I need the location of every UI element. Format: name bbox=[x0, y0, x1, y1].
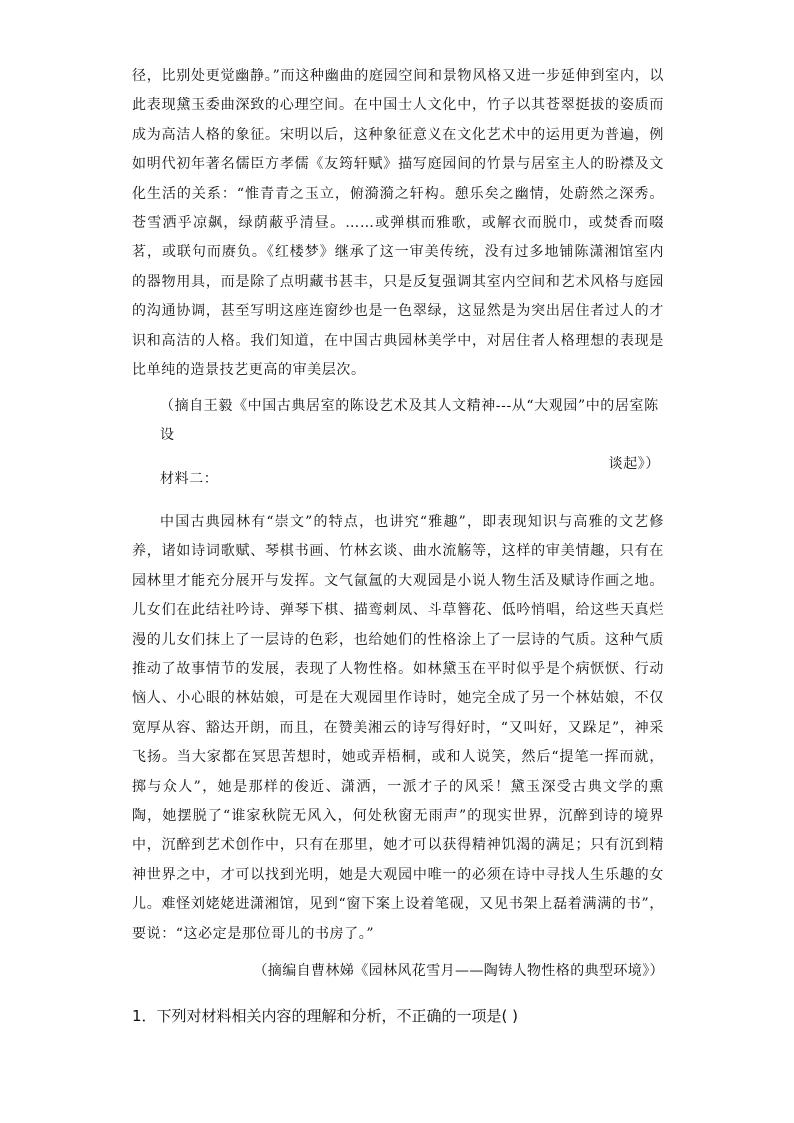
material-two-citation: （摘编自曹林娣《园林风花雪月——陶铸人物性格的典型环境》） bbox=[253, 963, 664, 979]
citation-line-2: 谈起》） bbox=[608, 456, 660, 472]
material-one-citation bbox=[160, 392, 660, 479]
citation-line-1: （摘自王毅《中国古典居室的陈设艺术及其人文精神---从“大观园”中的居室陈设 bbox=[160, 398, 659, 443]
material-two-paragraph: 中国古典园林有“崇文”的特点，也讲究“雅趣”，即表现知识与高雅的文艺修养，诸如诗词歌赋、琴棋书画、竹林玄谈、曲水流觞等，这样的审美情趣，只有在园林里才能充分展开与发挥。文气氤氲的大观园是小说人物生活及赋诗作画之地。儿女们在此结社吟诗、弹琴下棋、描鸾刺凤、斗草簪花、低吟悄唱，给这些天真烂漫的儿女们抹上了一层诗的色彩，也给她们的性格涂上了一层诗的气质。这种气质推动了故事情节的发展，表现了人物性格。如林黛玉在平时似乎是个病恹恹、行动恼人、小心眼的林姑娘，可是在大观园里作诗时，她完全成了另一个林姑娘，不仅宽厚从容、豁达开朗，而且，在赞美湘云的诗写得好时，“又叫好，又跺足”，神采飞扬。当大家都在冥思苦想时，她或弄梧桐，或和人说笑，然后“提笔一挥而就，掷与众人”，她是那样的俊近、潇洒，一派才子的风采！黛玉深受古典文学的熏陶，她摆脱了“谁家秋院无风入，何处秋窗无雨声”的现实世界，沉醉到诗的境界中，沉醉到艺术创作中，只有在那里，她才可以获得精神饥渴的满足；只有沉到精神世界之中，才可以找到光明，她是大观园中唯一的必须在诗中寻找人生乐趣的女儿。难怪刘姥姥进潇湘馆，见到“窗下案上设着笔砚，又见书架上磊着满满的书”，要说：“这必定是那位哥儿的书房了。” bbox=[132, 514, 664, 942]
material-two-heading: 材料二： bbox=[160, 471, 219, 487]
question-1: 1．下列对材料相关内容的理解和分析，不正确的一项是( ) bbox=[132, 1007, 519, 1025]
material-one-paragraph: 径，比别处更觉幽静。”而这种幽曲的庭园空间和景物风格又进一步延伸到室内，以此表现黛玉委曲深致的心理空间。在中国士人文化中，竹子以其苍翠挺拔的姿质而成为高洁人格的象征。宋明以后，这种象征意义在文化艺术中的运用更为普遍，例如明代初年著名儒臣方孝儒《友筠轩赋》描写庭园间的竹景与居室主人的盼襟及文化生活的关系：“惟青青之玉立，俯漪漪之轩构。憩乐矣之幽情，处蔚然之深秀。苍雪洒乎凉飙，绿荫蔽乎清昼。……或弹棋而雅歌，或解衣而脱巾，或焚香而啜茗，或联句而赓负。《红楼梦》继承了这一审美传统，没有过多地铺陈潇湘馆室内的器物用具，而是除了点明藏书甚丰，只是反复强调其室内空间和艺术风格与庭园的沟通协调，甚至写明这座连窗纱也是一色翠绿，这显然是为突出居住者过人的才识和高洁的人格。我们知道，在中国古典园林美学中，对居住者人格理想的表现是比单纯的造景技艺更高的审美层次。 bbox=[132, 68, 664, 379]
